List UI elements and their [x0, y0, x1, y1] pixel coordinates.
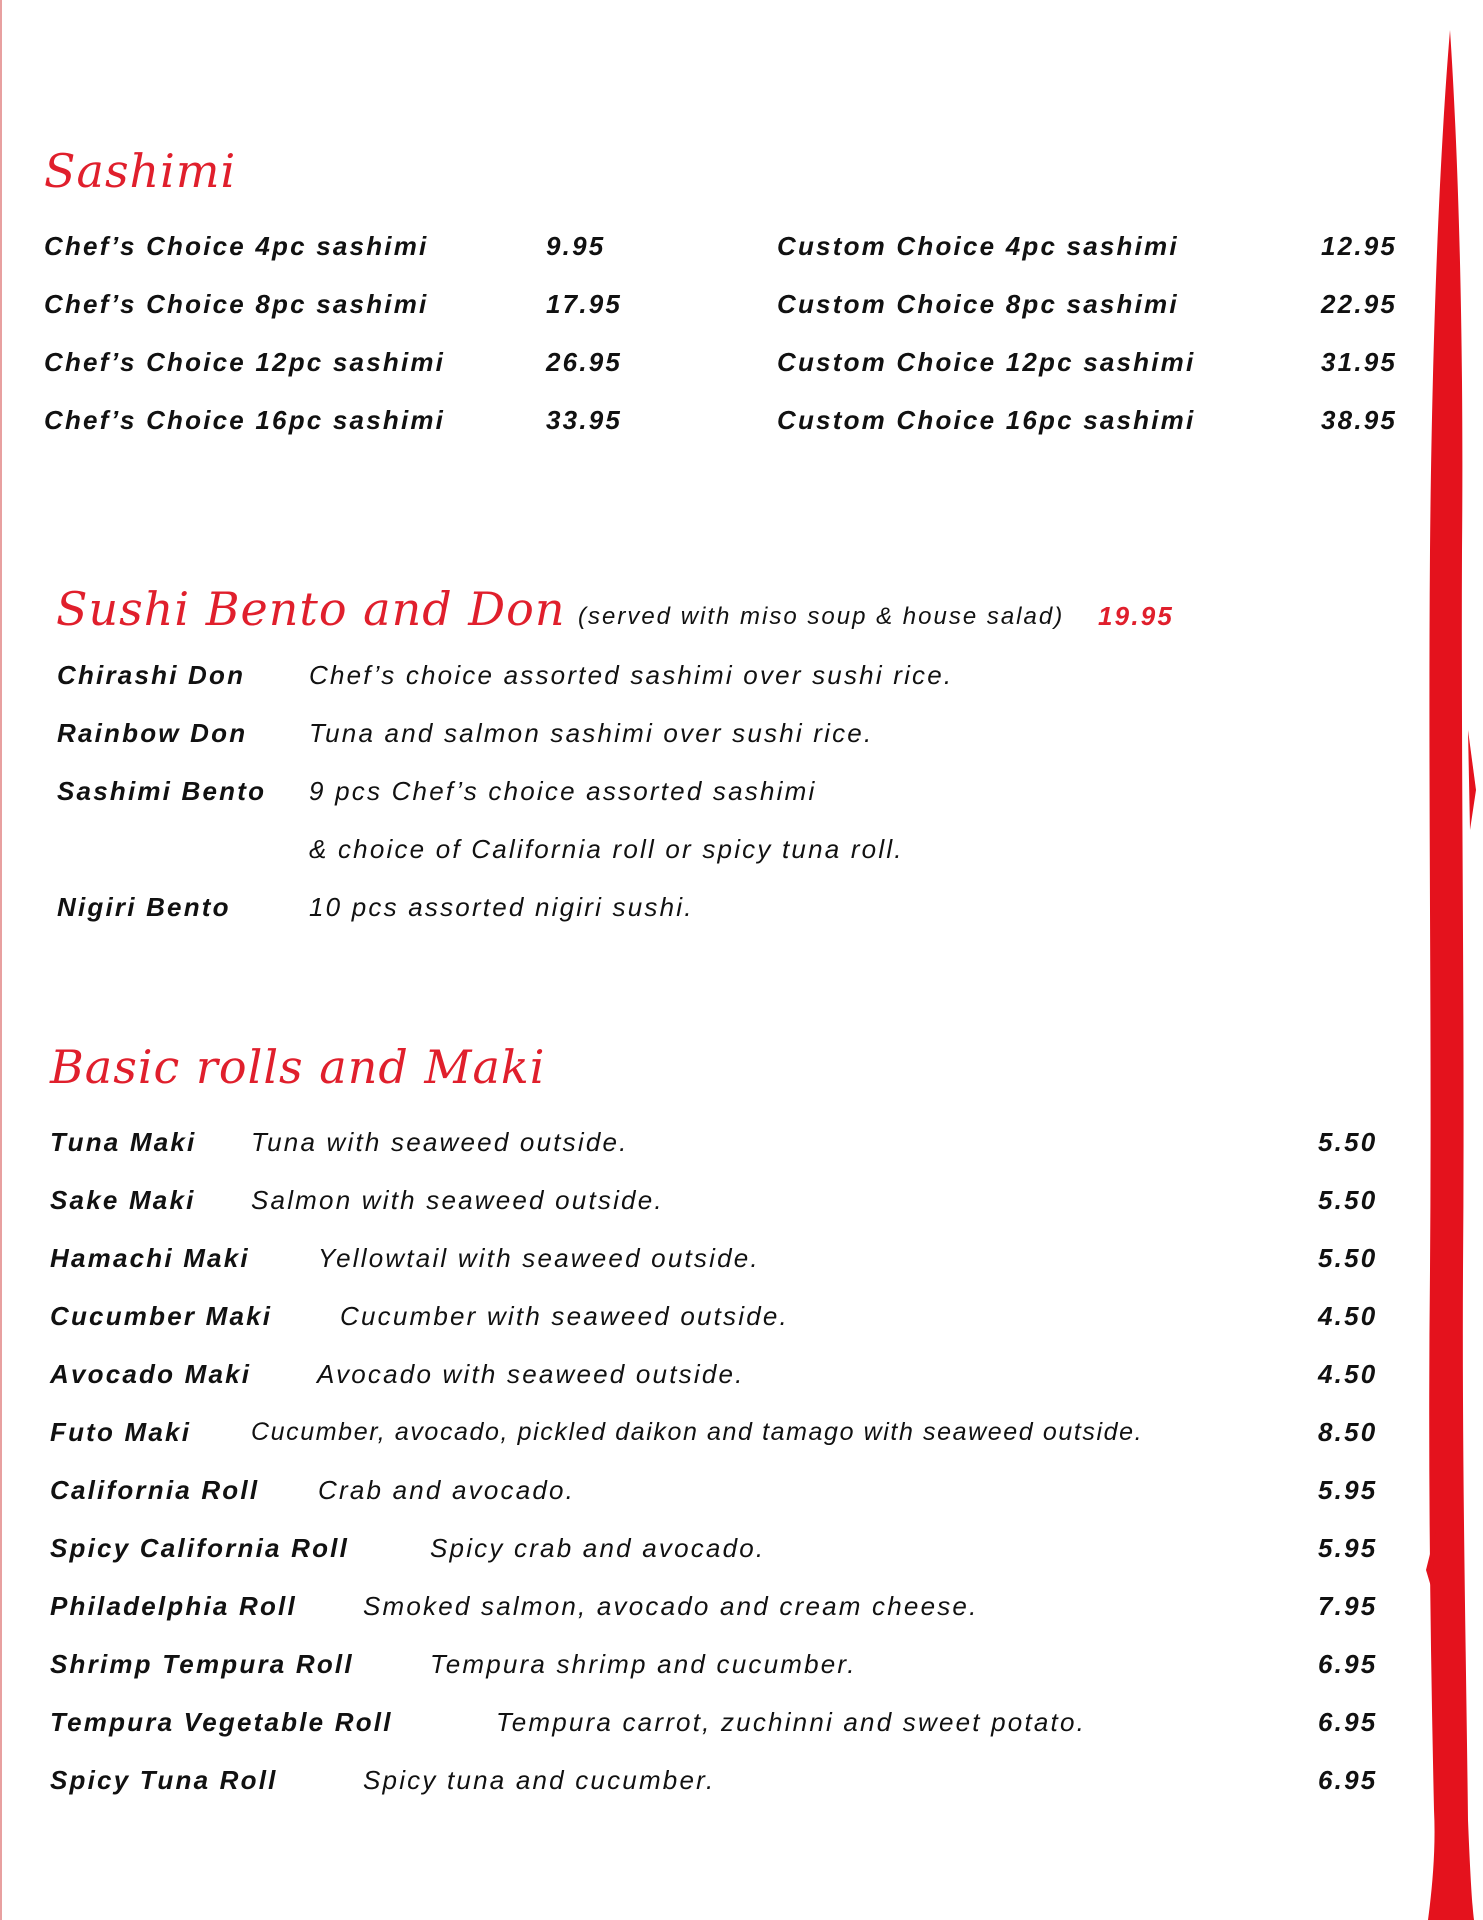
bento-price: 19.95	[1098, 601, 1175, 631]
red-brush-stroke	[1418, 30, 1483, 1920]
roll-item-price: 6.95	[1318, 1765, 1378, 1795]
roll-item-name: Tuna Maki	[50, 1127, 197, 1157]
roll-item-desc: Smoked salmon, avocado and cream cheese.	[363, 1591, 979, 1621]
sashimi-item-name: Chef’s Choice 12pc sashimi	[44, 347, 446, 377]
roll-item-name: Shrimp Tempura Roll	[50, 1649, 354, 1679]
sashimi-item-name: Custom Choice 8pc sashimi	[777, 289, 1179, 319]
roll-item-desc: Cucumber, avocado, pickled daikon and tamago with seaweed outside.	[251, 1418, 1144, 1446]
section-title-bento: Sushi Bento and Don	[56, 582, 566, 636]
roll-item-desc: Tuna with seaweed outside.	[251, 1127, 629, 1157]
roll-item-price: 5.50	[1318, 1185, 1378, 1215]
sashimi-item-price: 33.95	[546, 405, 623, 435]
sashimi-item-price: 9.95	[546, 231, 606, 261]
roll-item-price: 6.95	[1318, 1649, 1378, 1679]
roll-item-price: 4.50	[1318, 1359, 1378, 1389]
bento-item-desc: Tuna and salmon sashimi over sushi rice.	[309, 718, 874, 748]
roll-item-desc: Spicy tuna and cucumber.	[363, 1765, 716, 1795]
sashimi-item-price: 22.95	[1321, 289, 1398, 319]
roll-item-name: Hamachi Maki	[50, 1243, 250, 1273]
section-title-sashimi: Sashimi	[44, 144, 237, 198]
sashimi-item-name: Chef’s Choice 4pc sashimi	[44, 231, 429, 261]
roll-item-price: 5.50	[1318, 1127, 1378, 1157]
sashimi-item-name: Chef’s Choice 8pc sashimi	[44, 289, 429, 319]
roll-item-name: Spicy California Roll	[50, 1533, 350, 1563]
roll-item-name: Tempura Vegetable Roll	[50, 1707, 393, 1737]
roll-item-price: 5.95	[1318, 1533, 1378, 1563]
roll-item-name: Cucumber Maki	[50, 1301, 273, 1331]
sashimi-item-price: 31.95	[1321, 347, 1398, 377]
roll-item-desc: Avocado with seaweed outside.	[317, 1359, 745, 1389]
roll-item-desc: Crab and avocado.	[318, 1475, 576, 1505]
roll-item-desc: Salmon with seaweed outside.	[251, 1185, 664, 1215]
roll-item-desc: Cucumber with seaweed outside.	[340, 1301, 789, 1331]
bento-item-name: Rainbow Don	[57, 718, 248, 748]
bento-item-name: Nigiri Bento	[57, 892, 231, 922]
sashimi-item-price: 26.95	[546, 347, 623, 377]
roll-item-price: 7.95	[1318, 1591, 1378, 1621]
roll-item-price: 5.50	[1318, 1243, 1378, 1273]
roll-item-name: Futo Maki	[50, 1417, 192, 1447]
roll-item-desc: Yellowtail with seaweed outside.	[318, 1243, 760, 1273]
roll-item-name: Sake Maki	[50, 1185, 196, 1215]
bento-item-desc: 9 pcs Chef’s choice assorted sashimi	[309, 776, 817, 806]
bento-item-desc: 10 pcs assorted nigiri sushi.	[309, 892, 694, 922]
sashimi-item-name: Custom Choice 4pc sashimi	[777, 231, 1179, 261]
roll-item-desc: Spicy crab and avocado.	[430, 1533, 766, 1563]
roll-item-price: 8.50	[1318, 1417, 1378, 1447]
roll-item-desc: Tempura shrimp and cucumber.	[430, 1649, 857, 1679]
roll-item-name: California Roll	[50, 1475, 260, 1505]
bento-item-desc: & choice of California roll or spicy tuna roll.	[309, 834, 904, 864]
roll-item-price: 4.50	[1318, 1301, 1378, 1331]
roll-item-name: Spicy Tuna Roll	[50, 1765, 278, 1795]
bento-note: (served with miso soup & house salad)	[578, 603, 1065, 630]
sashimi-item-name: Custom Choice 12pc sashimi	[777, 347, 1196, 377]
roll-item-desc: Tempura carrot, zuchinni and sweet potato.	[496, 1707, 1087, 1737]
sashimi-item-price: 38.95	[1321, 405, 1398, 435]
sashimi-item-name: Custom Choice 16pc sashimi	[777, 405, 1196, 435]
bento-item-name: Chirashi Don	[57, 660, 246, 690]
roll-item-price: 6.95	[1318, 1707, 1378, 1737]
bento-item-desc: Chef’s choice assorted sashimi over sushi rice.	[309, 660, 954, 690]
page-left-edge	[0, 0, 2, 1920]
sashimi-item-name: Chef’s Choice 16pc sashimi	[44, 405, 446, 435]
roll-item-name: Philadelphia Roll	[50, 1591, 297, 1621]
sashimi-item-price: 17.95	[546, 289, 623, 319]
section-title-rolls: Basic rolls and Maki	[50, 1040, 546, 1094]
roll-item-name: Avocado Maki	[50, 1359, 252, 1389]
bento-item-name: Sashimi Bento	[57, 776, 267, 806]
sashimi-item-price: 12.95	[1321, 231, 1398, 261]
roll-item-price: 5.95	[1318, 1475, 1378, 1505]
